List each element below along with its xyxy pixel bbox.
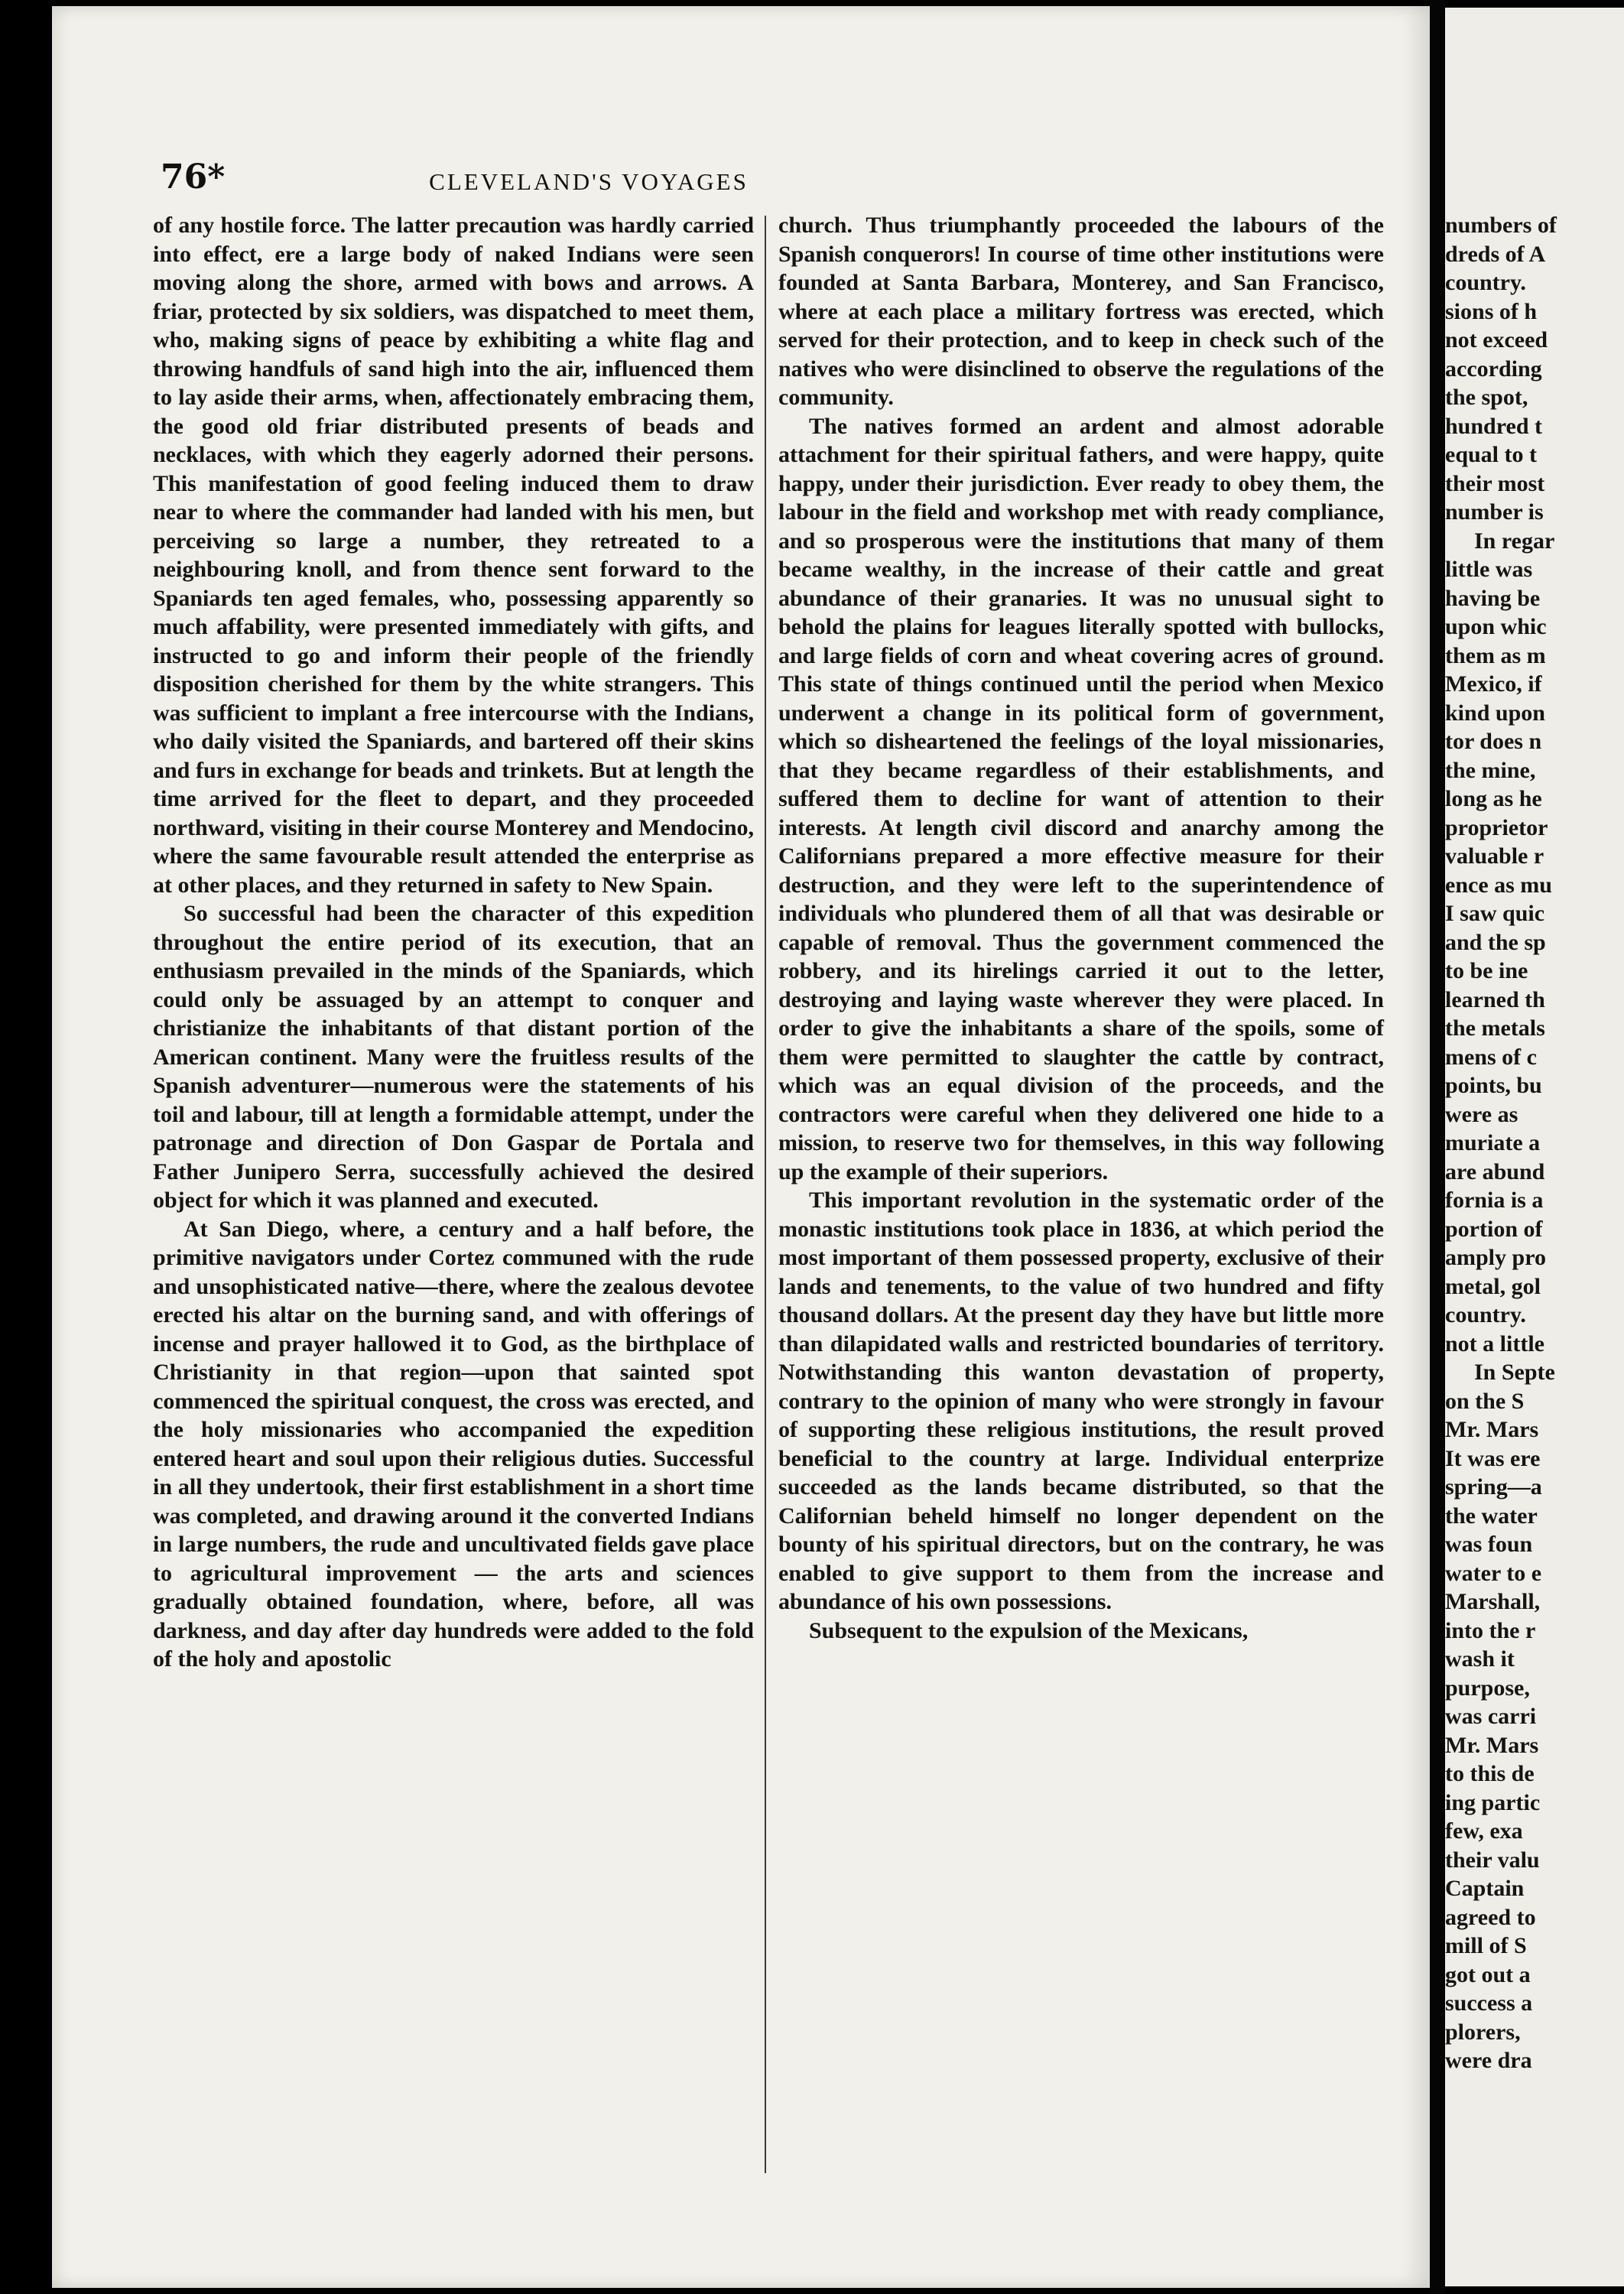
text-line-fragment: was foun — [1445, 1532, 1533, 1557]
text-line-fragment: them as m — [1445, 642, 1546, 668]
text-line-fragment: In Septe — [1474, 1360, 1555, 1385]
text-line-fragment: were dra — [1445, 2048, 1532, 2073]
text-line-fragment: Mr. Mars — [1445, 1417, 1539, 1442]
text-line-fragment: to this de — [1445, 1761, 1535, 1786]
text-line-fragment: mill of S — [1445, 1933, 1527, 1958]
text-line-fragment: country. — [1445, 270, 1526, 295]
text-line-fragment: metal, gol — [1445, 1273, 1541, 1299]
text-line-fragment: Mexico, if — [1445, 671, 1542, 697]
text-line-fragment: It was ere — [1445, 1445, 1541, 1471]
text-line-fragment: on the S — [1445, 1388, 1525, 1414]
text-column-3-cropped — [1445, 211, 1624, 2075]
text-line-fragment: kind upon — [1445, 700, 1545, 726]
text-line-fragment: Mr. Mars — [1445, 1732, 1539, 1758]
text-line-fragment: plorers, — [1445, 2019, 1521, 2045]
paragraph: church. Thus triumphantly proceeded the labours of the Spanish conquerors! In course of time other institutions were founded at Santa Barbara, Monterey, and San Francisco, where at each place a military fortress was erected, which served for their protection, and to keep in check such of the natives who were disinclined to observe the regulations of the community. — [778, 213, 1384, 410]
text-line-fragment: agreed to — [1445, 1904, 1536, 1930]
text-line-fragment: to be ine — [1445, 958, 1528, 983]
text-line-fragment: learned th — [1445, 986, 1545, 1012]
text-line-fragment: sions of h — [1445, 298, 1538, 324]
text-line-fragment: got out a — [1445, 1961, 1531, 1987]
text-line-fragment: amply pro — [1445, 1245, 1546, 1270]
text-line-fragment: muriate a — [1445, 1130, 1541, 1155]
text-line-fragment: not exceed — [1445, 327, 1548, 353]
running-head: CLEVELAND'S VOYAGES — [429, 168, 749, 195]
text-line-fragment: ence as mu — [1445, 872, 1552, 898]
text-line-fragment: the water — [1445, 1503, 1538, 1529]
text-line-fragment: number is — [1445, 499, 1544, 525]
text-line-fragment: are abund — [1445, 1158, 1545, 1184]
text-line-fragment: and the sp — [1445, 929, 1546, 955]
text-line-fragment: hundred t — [1445, 413, 1543, 439]
text-line-fragment: country. — [1445, 1302, 1526, 1327]
text-line-fragment: were as — [1445, 1101, 1518, 1127]
text-line-fragment: mens of c — [1445, 1044, 1537, 1070]
text-line-fragment: the metals — [1445, 1015, 1545, 1041]
text-line-fragment: the spot, — [1445, 385, 1528, 410]
paragraph: At San Diego, where, a century and a half before, the primitive navigators under Cortez communed with the rude and unsophisticated native—there, where the zealous devotee erected his altar on the burning sand, and with offerings of incense and prayer hallowed it to God, as the birthplace of Christianity in that region—upon that sainted spot commenced the spiritual conquest, the cross was erected, and the holy missionaries who accompanied the expedition entered heart and soul upon their religious duties. Successful in all they undertook, their first establishment in a short time was completed, and drawing around it the converted Indians in large numbers, the rude and uncultivated fields gave place to agricultural improvement — the arts and sciences gradually obtained foundation, where, before, all was darkness, and day after day hundreds were added to the fold of the holy and apostolic — [153, 1216, 754, 1672]
text-line-fragment: few, exa — [1445, 1818, 1523, 1844]
text-line-fragment: valuable r — [1445, 843, 1544, 869]
text-column-2 — [778, 211, 1384, 1645]
text-line-fragment: wash it — [1445, 1646, 1515, 1672]
text-line-fragment: ing partic — [1445, 1789, 1541, 1815]
text-line-fragment: numbers of — [1445, 213, 1557, 238]
text-line-fragment: points, bu — [1445, 1073, 1542, 1098]
text-line-fragment: tor does n — [1445, 729, 1542, 754]
text-line-fragment: fornia is a — [1445, 1188, 1544, 1213]
paragraph: This important revolution in the systematic order of the monastic institutions took place in 1836, at which period the most important of them possessed property, exclusive of their lands and tenements, to the value of two hundred and fifty thousand dollars. At the present day they have but little more than dilapidated walls and restricted boundaries of territory. Notwithstanding this wanton devastation of property, contrary to the opinion of many who were strongly in favour of supporting these religious institutions, the result proved beneficial to the country at large. Individual enterprize succeeded as the lands became distributed, so that the Californian beheld himself no longer dependent on the bounty of his spiritual directors, but on the contrary, he was enabled to give support to them from the increase and abundance of his own possessions. — [778, 1188, 1384, 1614]
book-page-right — [1445, 8, 1624, 2286]
paragraph: Subsequent to the expulsion of the Mexicans, — [809, 1617, 1249, 1643]
text-line-fragment: according — [1445, 356, 1542, 382]
paragraph: The natives formed an ardent and almost adorable attachment for their spiritual fathers, and were happy, quite happy, under their jurisdiction. Ever ready to obey them, the labour in the field and workshop met with ready compliance, and so prosperous were the institutions that many of them became wealthy, in the increase of their cattle and great abundance of their granaries. It was no unusual sight to behold the plains for leagues literally spotted with bullocks, and large fields of corn and wheat covering acres of ground. This state of things continued until the period when Mexico underwent a change in its political form of government, which so disheartened the feelings of the loyal missionaries, that they became regardless of their establishments, and suffered them to decline for want of attention to their interests. At length civil discord and anarchy among the Californians prepared a more effective measure for their destruction, and they were left to the superintendence of individuals who plundered them of all that was desirable or capable of removal. Thus the government commenced the robbery, and its hirelings carried it out to the letter, destroying and laying waste wherever they were placed. In order to give the inhabitants a share of the spoils, some of them were permitted to slaughter the cattle by contract, which was an equal division of the proceeds, and the contractors were careful when they delivered one hide to a mission, to reserve two for themselves, in this way following up the example of their superiors. — [778, 413, 1384, 1184]
text-line-fragment: long as he — [1445, 786, 1542, 811]
paragraph: So successful had been the character of this expedition throughout the entire period of its execution, that an enthusiasm prevailed in the minds of the Spaniards, which could only be assuaged by an attempt to conquer and christianize the inhabitants of that distant portion of the American continent. Many were the fruitless results of the Spanish adventurer—numerous were the statements of his toil and labour, till at length a formidable attempt, under the patronage and direction of Don Gaspar de Portala and Father Junipero Serra, successfully achieved the desired object for which it was planned and executed. — [153, 901, 754, 1213]
text-line-fragment: success a — [1445, 1990, 1533, 2016]
text-line-fragment: water to e — [1445, 1560, 1542, 1586]
text-line-fragment: portion of — [1445, 1216, 1543, 1242]
page-number: 76* — [161, 158, 226, 197]
text-line-fragment: I saw quic — [1445, 901, 1545, 926]
text-line-fragment: Captain — [1445, 1876, 1525, 1901]
text-line-fragment: having be — [1445, 585, 1541, 611]
text-line-fragment: little was — [1445, 557, 1533, 582]
text-line-fragment: equal to t — [1445, 442, 1537, 467]
text-line-fragment: their valu — [1445, 1847, 1540, 1873]
text-line-fragment: spring—a — [1445, 1474, 1542, 1500]
text-line-fragment: dreds of A — [1445, 241, 1546, 267]
paragraph: of any hostile force. The latter precaution was hardly carried into effect, ere a large body of naked Indians were seen moving along the shore, armed with bows and arrows. A friar, protected by six soldiers, was dispatched to meet them, who, making signs of peace by exhibiting a white flag and throwing handfuls of sand high into the air, influenced them to lay aside their arms, when, affectionately embracing them, the good old friar distributed presents of beads and necklaces, with which they eagerly adorned their persons. This manifestation of good feeling induced them to draw near to where the commander had landed with his men, but perceiving so large a number, they retreated to a neighbouring knoll, and from thence sent forward to the Spaniards ten aged females, who, possessing apparently so much affability, were presented immediately with gifts, and instructed to go and inform their people of the friendly disposition cherished for them by the white strangers. This was sufficient to implant a free intercourse with the Indians, who daily visited the Spaniards, and bartered off their skins and furs in exchange for beads and trinkets. But at length the time arrived for the fleet to depart, and they proceeded northward, visiting in their course Monterey and Mendocino, where the same favourable result attended the enterprise as at other places, and they returned in safety to New Spain. — [153, 213, 754, 898]
text-line-fragment: Marshall, — [1445, 1589, 1541, 1614]
text-line-fragment: In regar — [1474, 528, 1555, 554]
page-header — [161, 158, 963, 203]
book-gutter — [1430, 0, 1445, 2294]
column-rule — [765, 216, 766, 2173]
text-line-fragment: upon whic — [1445, 614, 1547, 639]
text-line-fragment: their most — [1445, 470, 1545, 496]
text-line-fragment: the mine, — [1445, 757, 1536, 783]
text-line-fragment: proprietor — [1445, 814, 1548, 840]
text-column-1 — [153, 211, 754, 1674]
text-line-fragment: not a little — [1445, 1331, 1544, 1357]
text-line-fragment: was carri — [1445, 1704, 1537, 1729]
text-line-fragment: into the r — [1445, 1617, 1536, 1643]
text-line-fragment: purpose, — [1445, 1675, 1530, 1701]
